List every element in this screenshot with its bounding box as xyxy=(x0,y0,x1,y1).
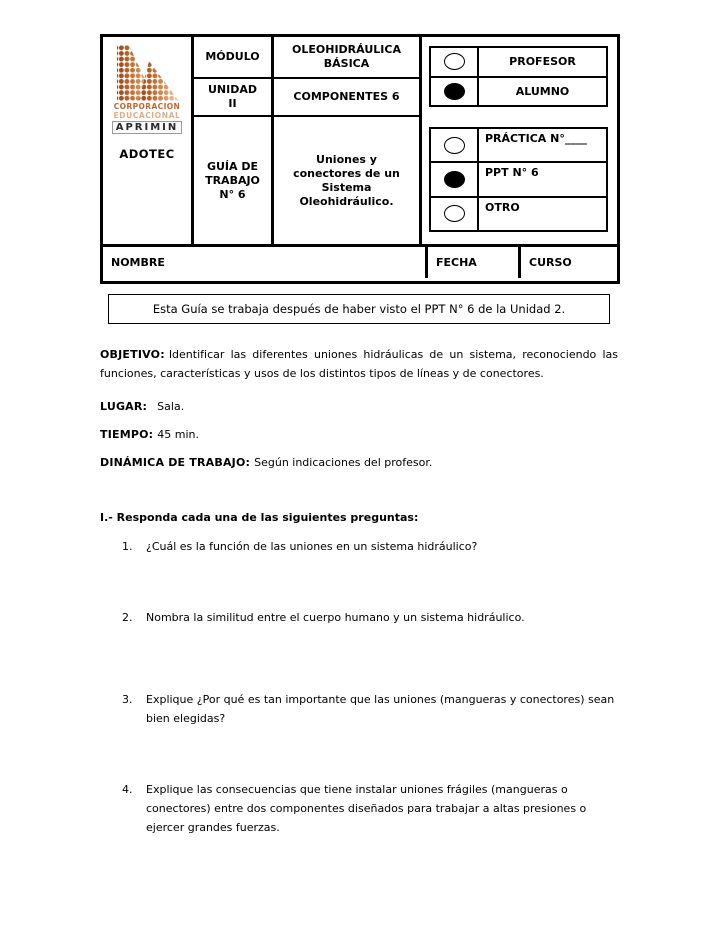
question-item xyxy=(100,608,618,627)
otro-circle-icon xyxy=(444,205,465,222)
guia-label: GUÍA DE TRABAJO N° 6 xyxy=(205,159,260,201)
header-table-main xyxy=(103,37,617,244)
unidad-value: COMPONENTES 6 xyxy=(274,79,419,117)
unidad-label: UNIDAD II xyxy=(194,79,271,117)
activity-row-practica xyxy=(431,129,606,161)
otro-label: OTRO xyxy=(485,200,520,214)
tiempo-label: TIEMPO: xyxy=(100,428,154,441)
question-number: 1. xyxy=(122,540,133,553)
question-text: Explique las consecuencias que tiene instalar uniones frágiles (mangueras o conectores) entre dos componentes diseñados para trabajar a altas presiones o ejercer grandes fuerzas. xyxy=(146,783,587,834)
practica-circle-icon xyxy=(444,137,465,154)
objetivo-label: OBJETIVO: xyxy=(100,348,165,361)
logo-text-aprimin: APRIMIN xyxy=(112,121,183,134)
ppt-label: PPT N° 6 xyxy=(485,166,539,180)
instruction-banner-text: Esta Guía se trabaja después de haber visto el PPT N° 6 de la Unidad 2. xyxy=(152,301,566,316)
header-check-column xyxy=(419,37,617,244)
audience-row-alumno xyxy=(431,76,606,106)
logo-text-educacional: EDUCACIONAL xyxy=(113,111,181,120)
worksheet-body xyxy=(100,294,618,837)
objetivo-paragraph xyxy=(100,345,618,383)
logo-cell xyxy=(103,37,191,244)
otro-circle-cell xyxy=(431,198,479,230)
question-item xyxy=(100,690,618,728)
dinamica-paragraph xyxy=(100,453,618,472)
profesor-label: PROFESOR xyxy=(509,55,576,69)
ppt-circle-cell xyxy=(431,163,479,195)
question-item xyxy=(100,780,618,837)
question-number: 2. xyxy=(122,611,133,624)
aprimin-logo xyxy=(112,45,183,134)
fecha-field-label: FECHA xyxy=(425,247,518,278)
adotec-label: ADOTEC xyxy=(119,147,175,161)
curso-field-label: CURSO xyxy=(518,247,617,278)
nombre-field-label: NOMBRE xyxy=(111,256,165,269)
guia-title-text: Uniones y conectores de un Sistema Oleohidráulico. xyxy=(293,152,400,208)
activity-row-ppt xyxy=(431,161,606,195)
logo-text-corporacion: CORPORACION xyxy=(113,102,181,111)
question-text: Nombra la similitud entre el cuerpo humano y un sistema hidráulico. xyxy=(146,611,525,624)
modulo-value: OLEOHIDRÁULICA BÁSICA xyxy=(274,37,419,79)
modulo-label: MÓDULO xyxy=(194,37,271,79)
audience-row-profesor xyxy=(431,48,606,76)
lugar-paragraph xyxy=(100,397,618,416)
alumno-circle-cell xyxy=(431,78,479,106)
header-bottom-row xyxy=(103,244,617,278)
tiempo-paragraph xyxy=(100,425,618,444)
question-number: 4. xyxy=(122,783,133,796)
ppt-circle-icon xyxy=(444,171,465,188)
dinamica-label: DINÁMICA DE TRABAJO: xyxy=(100,456,251,469)
question-number: 3. xyxy=(122,693,133,706)
profesor-circle-icon xyxy=(444,53,465,70)
header-table xyxy=(100,34,620,284)
audience-box xyxy=(429,46,608,107)
aprimin-logo-dots-icon xyxy=(113,45,181,101)
dinamica-text: Según indicaciones del profesor. xyxy=(254,456,433,469)
practica-circle-cell xyxy=(431,129,479,161)
instruction-banner xyxy=(108,294,610,324)
question-item xyxy=(100,537,618,556)
alumno-label: ALUMNO xyxy=(515,84,570,98)
lugar-label: LUGAR: xyxy=(100,400,148,413)
tiempo-text: 45 min. xyxy=(157,428,200,441)
activity-row-otro xyxy=(431,196,606,230)
section-title: I.- Responda cada una de las siguientes preguntas: xyxy=(100,511,419,524)
header-value-column xyxy=(271,37,419,244)
practica-label: PRÁCTICA N°____ xyxy=(485,132,587,145)
question-text: ¿Cuál es la función de las uniones en un sistema hidráulico? xyxy=(146,540,478,553)
lugar-text: Sala. xyxy=(157,400,185,413)
profesor-circle-cell xyxy=(431,48,479,76)
alumno-circle-icon xyxy=(444,83,465,100)
question-text: Explique ¿Por qué es tan importante que las uniones (mangueras y conectores) sean bien elegidas? xyxy=(146,693,615,725)
header-label-column xyxy=(191,37,271,244)
objetivo-text: Identificar las diferentes uniones hidráulicas de un sistema, reconociendo las funciones, características y usos de los distintos tipos de líneas y de conectores. xyxy=(100,348,618,380)
guia-title xyxy=(274,117,419,244)
activity-box xyxy=(429,127,608,232)
